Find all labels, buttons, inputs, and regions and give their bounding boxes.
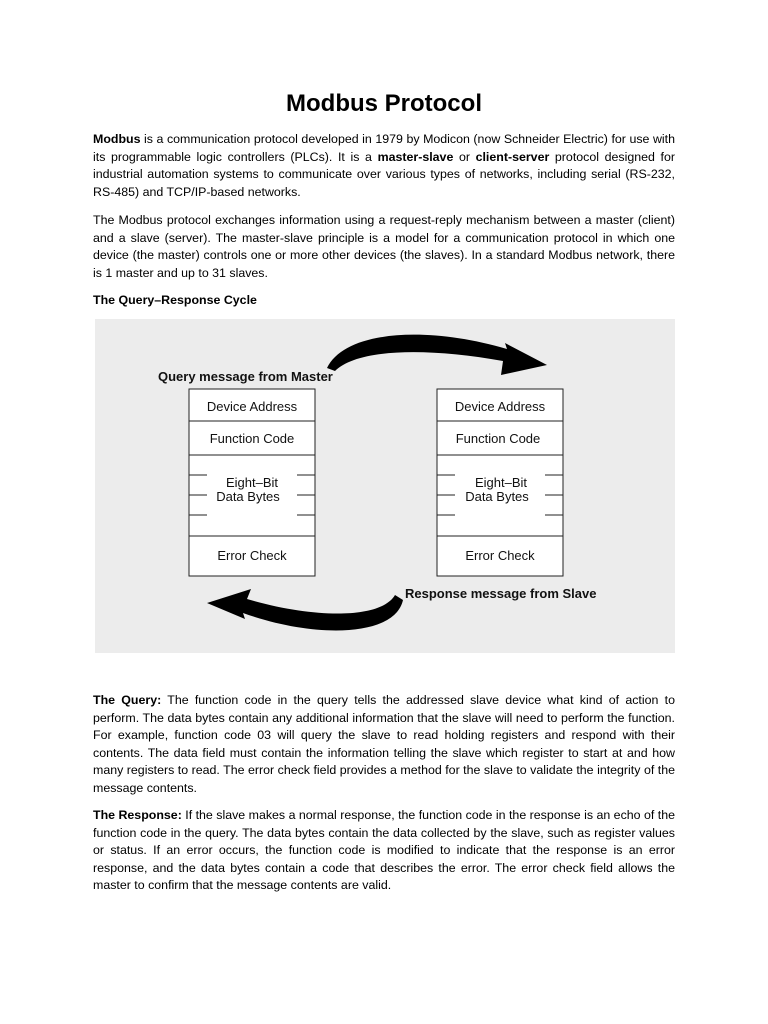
slave-error-check: Error Check (465, 548, 535, 563)
query-message-label: Query message from Master (158, 369, 333, 384)
master-function-code: Function Code (209, 431, 295, 446)
query-text: The function code in the query tells the addressed slave device what kind of action to perform. The data bytes contain any additional information that the slave will need to perform the function. For example, function code 03 will query the slave to read holding registers and respond with their contents. The data field must contain the information telling the slave which register to start at and how many registers to read. The error check field provides a method for the slave to validate the integrity of the message contents. (93, 693, 675, 795)
paragraph-2: The Modbus protocol exchanges information using a request-reply mechanism between a master (client) and a slave (server). The master-slave principle is a model for a communication protocol in which one device (the master) controls one or more other devices (the slaves). In a standard Modbus network, there is 1 master and up to 31 slaves. (93, 213, 675, 280)
intro-paragraph (93, 131, 675, 201)
master-eight-bit: Eight–Bit (225, 475, 279, 490)
intro-text-3: protocol designed for industrial automation systems to communicate over various types of networks, including serial (RS-232, RS-485) and TCP/IP-based networks. (93, 149, 675, 199)
term-client-server: client-server (475, 149, 550, 164)
query-label: The Query: (93, 693, 162, 707)
response-paragraph (93, 807, 675, 895)
intro-text-1: is a communication protocol developed in 1979 by Modicon (now Schneider Electric) for use with its programmable logic controllers (PLCs). It is a (93, 132, 675, 164)
slave-device-address: Device Address (454, 399, 546, 414)
master-error-check: Error Check (217, 548, 287, 563)
master-frame (189, 389, 315, 576)
master-data-bytes: Data Bytes (216, 489, 280, 504)
page-title: Modbus Protocol (286, 90, 482, 117)
slave-data-bytes: Data Bytes (465, 489, 529, 504)
term-master-slave: master-slave (377, 149, 454, 164)
slave-eight-bit: Eight–Bit (474, 475, 528, 490)
intro-text-2: or (453, 149, 476, 164)
term-modbus: Modbus (93, 132, 141, 146)
slave-frame (437, 389, 563, 576)
master-device-address: Device Address (206, 399, 298, 414)
query-response-diagram (95, 319, 675, 653)
response-message-label: Response message from Slave (405, 586, 597, 601)
slave-function-code: Function Code (455, 431, 541, 446)
response-label: The Response: (93, 808, 182, 822)
response-text: If the slave makes a normal response, the function code in the response is an echo of the function code in the query. The data bytes contain the data collected by the slave, such as register values or status. If an error occurs, the function code is modified to indicate that the response is an error response, and the data bytes contain a code that describes the error. The error check field allows the master to confirm that the message contents are valid. (93, 808, 675, 893)
query-paragraph (93, 692, 675, 798)
section-subheading: The Query–Response Cycle (93, 293, 257, 307)
